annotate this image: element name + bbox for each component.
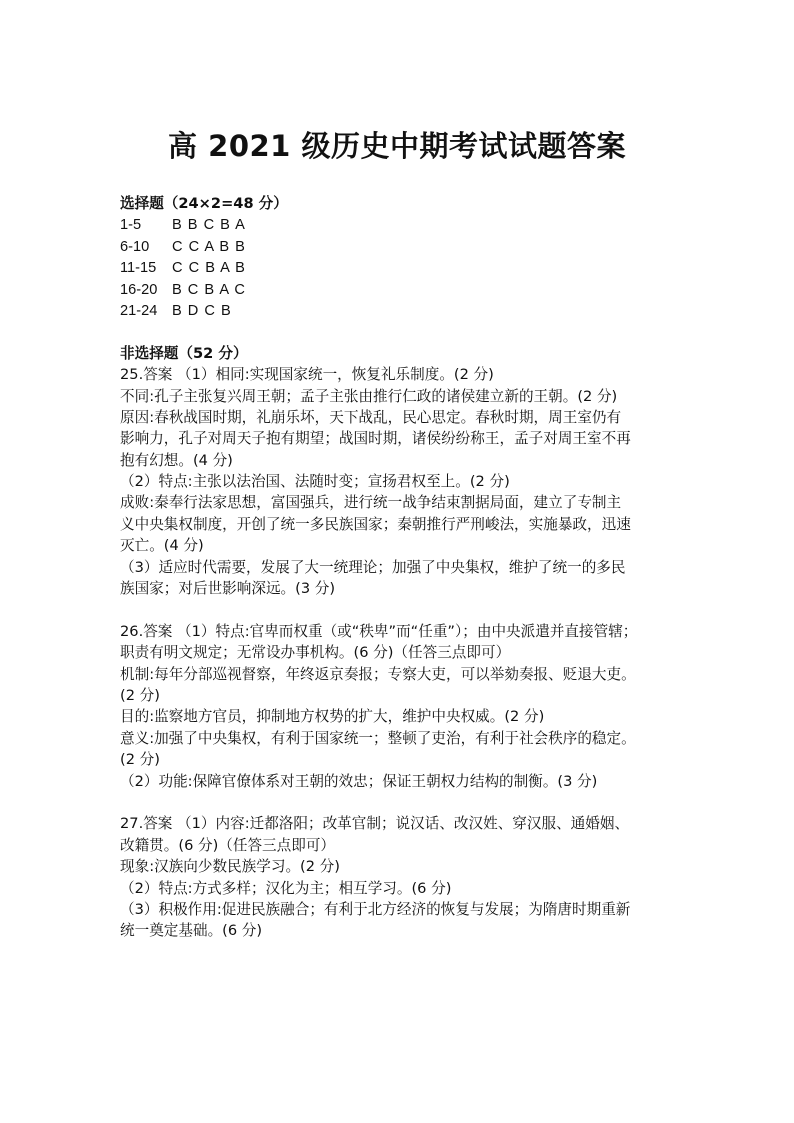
answer-line: 26.答案 （1）特点:官卑而权重（或“秩卑”而“任重”）；由中央派遣并直接管辖； — [120, 622, 638, 640]
mc-answers: B B C B A — [172, 217, 246, 234]
mc-answers: B C B A C — [172, 281, 246, 298]
answer-line: （2）功能:保障官僚体系对王朝的效忠；保证王朝权力结构的制衡。(3 分) — [120, 772, 598, 790]
mc-range: 1-5 — [120, 217, 142, 234]
mc-row — [120, 257, 690, 278]
spacer — [120, 792, 690, 813]
answer-line: （3）适应时代需要，发展了大一统理论；加强了中央集权，维护了统一的多民 — [120, 558, 626, 576]
answer-line: 灭亡。(4 分) — [120, 537, 204, 555]
answer-line: 职责有明文规定；无常设办事机构。(6 分)（任答三点即可） — [120, 644, 511, 662]
mc-range: 6-10 — [120, 238, 150, 255]
mc-range: 11-15 — [120, 260, 157, 277]
mc-range: 21-24 — [120, 302, 158, 319]
answer-line: 意义:加强了中央集权，有利于国家统一；整顿了吏治，有利于社会秩序的稳定。 — [120, 729, 636, 747]
answer-content — [120, 193, 690, 942]
page-title: 高 2021 级历史中期考试试题答案 — [168, 129, 626, 163]
mc-answer-list — [120, 214, 690, 321]
mc-row — [120, 214, 690, 235]
answer-line: 族国家；对后世影响深远。(3 分) — [120, 580, 336, 598]
mc-range: 16-20 — [120, 281, 158, 298]
answer-line: 不同:孔子主张复兴周王朝；孟子主张由推行仁政的诸侯建立新的王朝。(2 分) — [120, 387, 618, 405]
answer-line: （3）积极作用:促进民族融合；有利于北方经济的恢复与发展；为隋唐时期重新 — [120, 900, 631, 918]
answer-line: 影响力，孔子对周天子抱有期望；战国时期，诸侯纷纷称王，孟子对周王室不再 — [120, 430, 631, 448]
answer-line: （2）特点:方式多样；汉化为主；相互学习。(6 分) — [120, 879, 452, 897]
answer-line: (2 分) — [120, 686, 160, 704]
answer-line: 抱有幻想。(4 分) — [120, 451, 233, 469]
answer-line: 现象:汉族向少数民族学习。(2 分) — [120, 858, 340, 876]
answer-line: 目的:监察地方官员，抑制地方权势的扩大，维护中央权威。(2 分) — [120, 708, 545, 726]
nonmc-section-header: 非选择题（52 分） — [120, 344, 248, 362]
question-26-answer — [120, 621, 690, 792]
answer-line: 改籍贯。(6 分)（任答三点即可） — [120, 836, 336, 854]
answer-line: 原因:春秋战国时期，礼崩乐坏，天下战乱，民心思定。春秋时期，周王室仍有 — [120, 408, 622, 426]
mc-row — [120, 279, 690, 300]
answer-line: 机制:每年分部巡视督察，年终返京奏报；专察大吏，可以举劾奏报、贬退大吏。 — [120, 665, 636, 683]
answer-line: （2）特点:主张以法治国、法随时变；宣扬君权至上。(2 分) — [120, 473, 510, 491]
spacer — [120, 599, 690, 620]
spacer — [120, 321, 690, 342]
mc-row — [120, 236, 690, 257]
question-25-answer — [120, 364, 690, 599]
answer-line: 25.答案 （1）相同:实现国家统一，恢复礼乐制度。(2 分) — [120, 366, 494, 384]
mc-section-header: 选择题（24×2=48 分） — [120, 195, 288, 212]
mc-answers: C C B A B — [172, 260, 246, 277]
question-27-answer — [120, 813, 690, 941]
mc-row — [120, 300, 690, 321]
answer-line: 义中央集权制度，开创了统一多民族国家；秦朝推行严刑峻法，实施暴政，迅速 — [120, 515, 631, 533]
mc-answers: C C A B B — [172, 238, 246, 255]
answer-line: 27.答案 （1）内容:迁都洛阳；改革官制；说汉话、改汉姓、穿汉服、通婚姻、 — [120, 815, 630, 833]
answer-line: 成败:秦奉行法家思想，富国强兵，进行统一战争结束割据局面，建立了专制主 — [120, 494, 622, 512]
mc-answers: B D C B — [172, 302, 232, 319]
answer-line: 统一奠定基础。(6 分) — [120, 922, 263, 940]
answer-line: (2 分) — [120, 751, 160, 769]
